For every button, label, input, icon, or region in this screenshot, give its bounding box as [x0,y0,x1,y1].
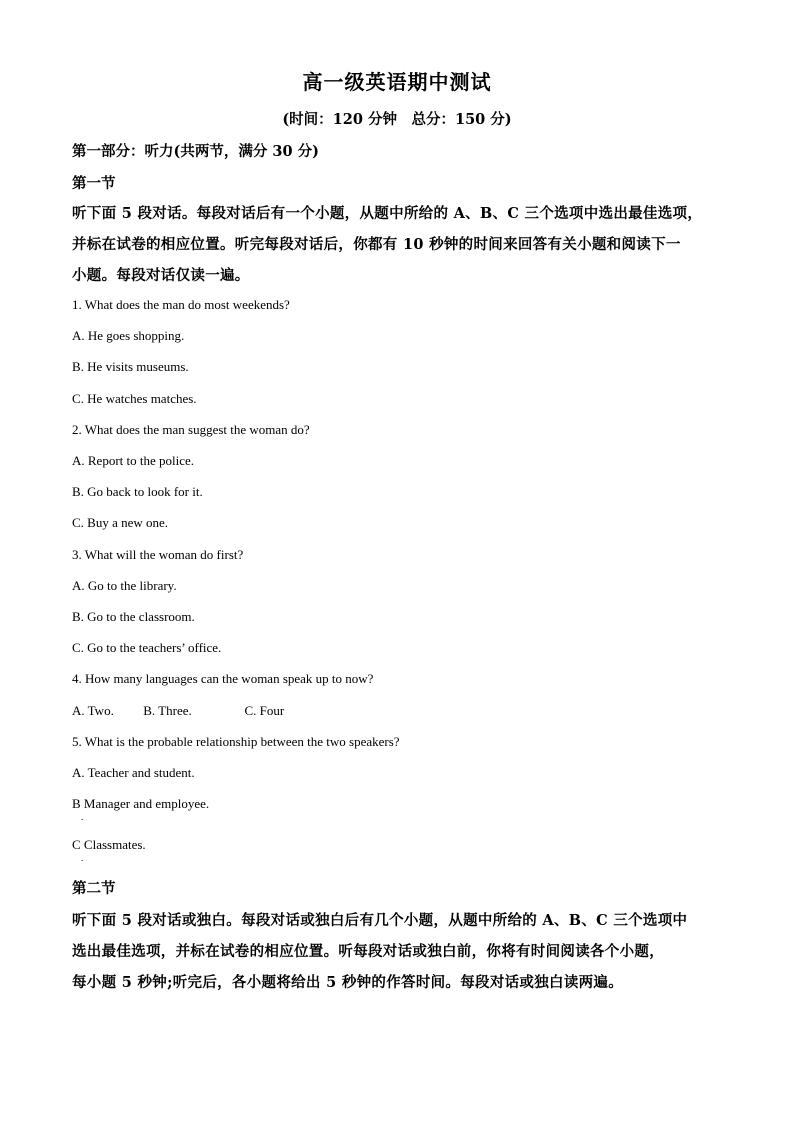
question-stem: 4. How many languages can the woman speak up to now? [72,671,374,686]
question-stem: 1. What does the man do most weekends? [72,297,290,312]
question-option: C. Buy a new one. [72,515,169,530]
question-option: A. He goes shopping. [72,328,185,343]
question-option: C Classmates. [72,837,146,852]
section1-instruction-line: 并标在试卷的相应位置。听完每段对话后，你都有 10 秒钟的时间来回答有关小题和阅读下一 [72,236,681,253]
section1-instruction-line: 听下面 5 段对话。每段对话后有一个小题，从题中所给的 A、B、C 三个选项中选出最佳选项， [72,205,703,222]
section2-instruction-line: 听下面 5 段对话或独白。每段对话或独白后有几个小题，从题中所给的 A、B、C 三个选项中 [72,912,688,929]
section2-instruction-line: 选出最佳选项，并标在试卷的相应位置。听每段对话或独白前，你将有时间阅读各个小题， [72,943,664,960]
question-option: B. He visits museums. [72,359,189,374]
question-stem: 2. What does the man suggest the woman do? [72,422,310,437]
question-option: B. Three. [143,703,192,718]
exam-subtitle: (时间：120 分钟 总分：150 分) [282,111,512,128]
stray-period-mark: . [81,812,84,822]
section1-instruction-line: 小题。每段对话仅读一遍。 [72,267,250,284]
question-option: A. Go to the library. [72,578,177,593]
question-option: C. Go to the teachers’ office. [72,640,222,655]
question-option: C. He watches matches. [72,391,197,406]
question-stem: 3. What will the woman do first? [72,547,244,562]
question-option: A. Report to the police. [72,453,195,468]
question-option: C. Four [244,703,285,718]
stray-period-mark: . [81,853,84,863]
question-option: A. Teacher and student. [72,765,195,780]
part1-heading: 第一部分：听力(共两节，满分 30 分) [72,143,319,160]
question-option: B. Go back to look for it. [72,484,203,499]
question-option: A. Two. [72,703,114,718]
exam-title: 高一级英语期中测试 [302,70,492,94]
question-options-row [72,703,284,719]
section1-heading: 第一节 [72,175,116,192]
question-option: B Manager and employee. [72,796,210,811]
section2-instruction-line: 每小题 5 秒钟;听完后，各小题将给出 5 秒钟的作答时间。每段对话或独白读两遍。 [72,974,624,991]
question-option: B. Go to the classroom. [72,609,195,624]
section2-heading: 第二节 [72,880,116,897]
question-stem: 5. What is the probable relationship between the two speakers? [72,734,400,749]
